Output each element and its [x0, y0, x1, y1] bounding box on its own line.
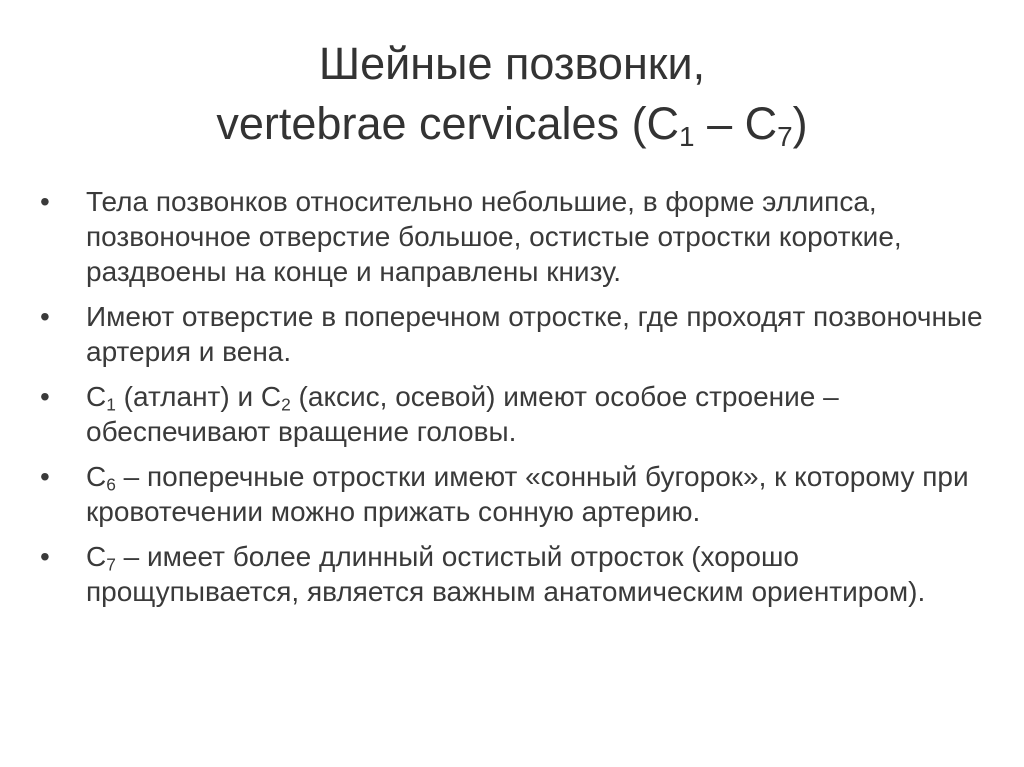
- bullet-dot: •: [40, 186, 50, 217]
- bullet-text-part: – имеет более длинный остистый отросток (хорошо прощупывается, является важным анатомическим ориентиром).: [86, 541, 926, 607]
- subscript: 1: [106, 394, 116, 415]
- bullet-dot: •: [40, 301, 50, 332]
- bullet-dot: •: [40, 381, 50, 412]
- title-subscript-7: 7: [777, 120, 793, 152]
- slide-title: [0, 34, 1024, 154]
- title-line-2-prefix: vertebrae cervicales (C: [216, 98, 680, 149]
- title-subscript-1: 1: [679, 120, 695, 152]
- bullet-dot: •: [40, 541, 50, 572]
- bullet-item-1: [34, 184, 994, 289]
- bullet-text: [86, 541, 925, 607]
- bullet-text: [86, 461, 969, 527]
- bullet-item-5: [34, 539, 994, 609]
- bullet-text: Тела позвонков относительно небольшие, в форме эллипса, позвоночное отверстие большое, остистые отростки короткие, раздвоены на конце и направлены книзу.: [86, 186, 902, 287]
- bullet-text-part: C: [86, 461, 107, 492]
- subscript: 2: [281, 394, 291, 415]
- bullet-item-4: [34, 459, 994, 529]
- bullet-text-part: C: [86, 541, 107, 572]
- bullet-list: [34, 184, 994, 619]
- bullet-text-part: – поперечные отростки имеют «сонный бугорок», к которому при кровотечении можно прижать сонную артерию.: [86, 461, 969, 527]
- bullet-text-part: (атлант) и C: [115, 381, 282, 412]
- bullet-text: Имеют отверстие в поперечном отростке, где проходят позвоночные артерия и вена.: [86, 301, 983, 367]
- bullet-dot: •: [40, 461, 50, 492]
- bullet-item-3: [34, 379, 994, 449]
- bullet-text-part: (аксис, осевой) имеют особое строение – обеспечивают вращение головы.: [86, 381, 839, 447]
- subscript: 7: [106, 554, 116, 575]
- title-line-1: Шейные позвонки,: [318, 38, 706, 89]
- subscript: 6: [106, 474, 116, 495]
- bullet-text: [86, 381, 839, 447]
- title-line-2-suffix: ): [792, 98, 808, 149]
- title-line-2: [0, 94, 1024, 154]
- bullet-text-part: C: [86, 381, 107, 412]
- title-line-2-mid: – C: [694, 98, 778, 149]
- bullet-item-2: [34, 299, 994, 369]
